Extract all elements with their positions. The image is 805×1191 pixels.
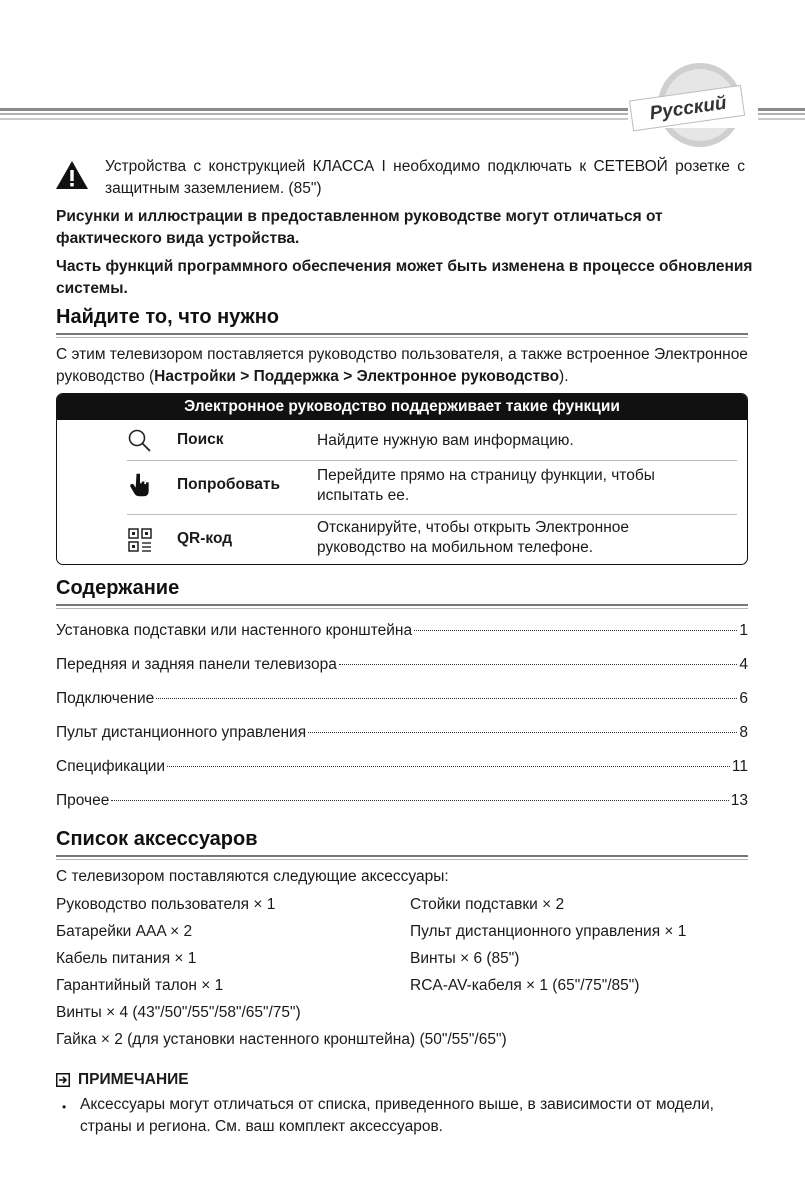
toc-title: Установка подставки или настенного кронштейна — [56, 622, 413, 639]
toc-entry[interactable] — [56, 690, 748, 708]
section-rule — [56, 337, 748, 338]
accessory-item: Винты × 6 (85") — [410, 950, 520, 967]
note-text: Аксессуары могут отличаться от списка, приведенного выше, в зависимости от модели, страны и региона. См. ваш комплект аксессуаров. — [80, 1096, 714, 1135]
feature-label: QR-код — [177, 530, 233, 547]
toc-page: 4 — [739, 656, 748, 673]
feature-label: Попробовать — [177, 476, 281, 493]
toc-page: 8 — [739, 724, 748, 741]
note-title: ПРИМЕЧАНИЕ — [78, 1071, 189, 1088]
toc-leader — [339, 664, 738, 665]
notice-illustrations: Рисунки и иллюстрации в предоставленном руководстве могут отличаться от фактического вида устройства. — [56, 208, 663, 247]
section-rule — [56, 855, 748, 857]
toc-leader — [111, 800, 728, 801]
toc-title: Спецификации — [56, 758, 166, 775]
toc-leader — [308, 732, 737, 733]
toc-page: 6 — [739, 690, 748, 707]
feature-divider — [127, 514, 737, 515]
section-rule — [56, 333, 748, 335]
accessory-item: Кабель питания × 1 — [56, 950, 197, 967]
accessory-item: Пульт дистанционного управления × 1 — [410, 923, 687, 940]
e-manual-features-box — [56, 393, 748, 565]
toc-page: 11 — [731, 758, 748, 775]
feature-desc: Перейдите прямо на страницу функции, чтобы испытать ее. — [317, 467, 655, 504]
toc-title: Подключение — [56, 690, 155, 707]
toc-leader — [156, 698, 737, 699]
toc-leader — [167, 766, 730, 767]
section-heading-find: Найдите то, что нужно — [56, 306, 280, 328]
warning-text: Устройства с конструкцией КЛАССА I необходимо подключать к СЕТЕВОЙ розетке с защитным заземлением. (85") — [105, 158, 745, 197]
feature-row-qr — [127, 518, 737, 562]
find-intro-path: Настройки > Поддержка > Электронное руководство — [154, 368, 560, 385]
feature-desc: Найдите нужную вам информацию. — [317, 432, 574, 449]
toc-title: Прочее — [56, 792, 110, 809]
section-heading-contents: Содержание — [56, 577, 180, 599]
accessory-item: Гарантийный талон × 1 — [56, 977, 224, 994]
notice-software: Часть функций программного обеспечения может быть изменена в процессе обновления системы. — [56, 258, 753, 297]
feature-divider — [127, 460, 737, 461]
accessory-item: Батарейки AAA × 2 — [56, 923, 193, 940]
toc-entry[interactable] — [56, 792, 748, 810]
search-icon — [127, 428, 153, 454]
accessory-item: RCA-AV-кабеля × 1 (65"/75"/85") — [410, 977, 640, 994]
note-bullet: • — [62, 1100, 67, 1114]
section-heading-accessories: Список аксессуаров — [56, 828, 258, 850]
e-manual-box-title: Электронное руководство поддерживает такие функции — [57, 394, 747, 420]
warning-triangle-icon — [55, 160, 89, 190]
find-intro — [56, 344, 756, 388]
toc-title: Пульт дистанционного управления — [56, 724, 307, 741]
feature-row-try — [127, 466, 737, 510]
accessory-item: Винты × 4 (43"/50"/55"/58"/65"/75") — [56, 1004, 301, 1021]
accessory-item: Гайка × 2 (для установки настенного кронштейна) (50"/55"/65") — [56, 1031, 507, 1048]
feature-row-search — [127, 428, 737, 454]
language-badge — [628, 60, 758, 150]
note-arrow-icon — [56, 1073, 70, 1087]
section-rule — [56, 608, 748, 609]
toc-title: Передняя и задняя панели телевизора — [56, 656, 337, 673]
qr-code-icon — [127, 527, 153, 553]
section-rule — [56, 604, 748, 606]
toc-entry[interactable] — [56, 622, 748, 640]
note-heading — [56, 1071, 189, 1089]
hand-pointer-icon — [127, 472, 153, 498]
toc-entry[interactable] — [56, 656, 748, 674]
feature-desc: Отсканируйте, чтобы открыть Электронное руководство на мобильном телефоне. — [317, 519, 629, 556]
toc-page: 1 — [739, 622, 748, 639]
accessories-intro: С телевизором поставляются следующие аксессуары: — [56, 868, 449, 885]
toc-entry[interactable] — [56, 758, 748, 776]
find-intro-prefix: С этим телевизором поставляется руководство пользователя, а также встроенное Электронное руководство ( — [56, 346, 748, 385]
language-label: Русский — [648, 92, 728, 125]
accessory-item: Стойки подставки × 2 — [410, 896, 565, 913]
toc-page: 13 — [730, 792, 748, 809]
find-intro-suffix: ). — [559, 368, 569, 385]
accessory-item: Руководство пользователя × 1 — [56, 896, 276, 913]
toc-leader — [414, 630, 737, 631]
toc-entry[interactable] — [56, 724, 748, 742]
section-rule — [56, 859, 748, 860]
feature-label: Поиск — [177, 431, 224, 448]
